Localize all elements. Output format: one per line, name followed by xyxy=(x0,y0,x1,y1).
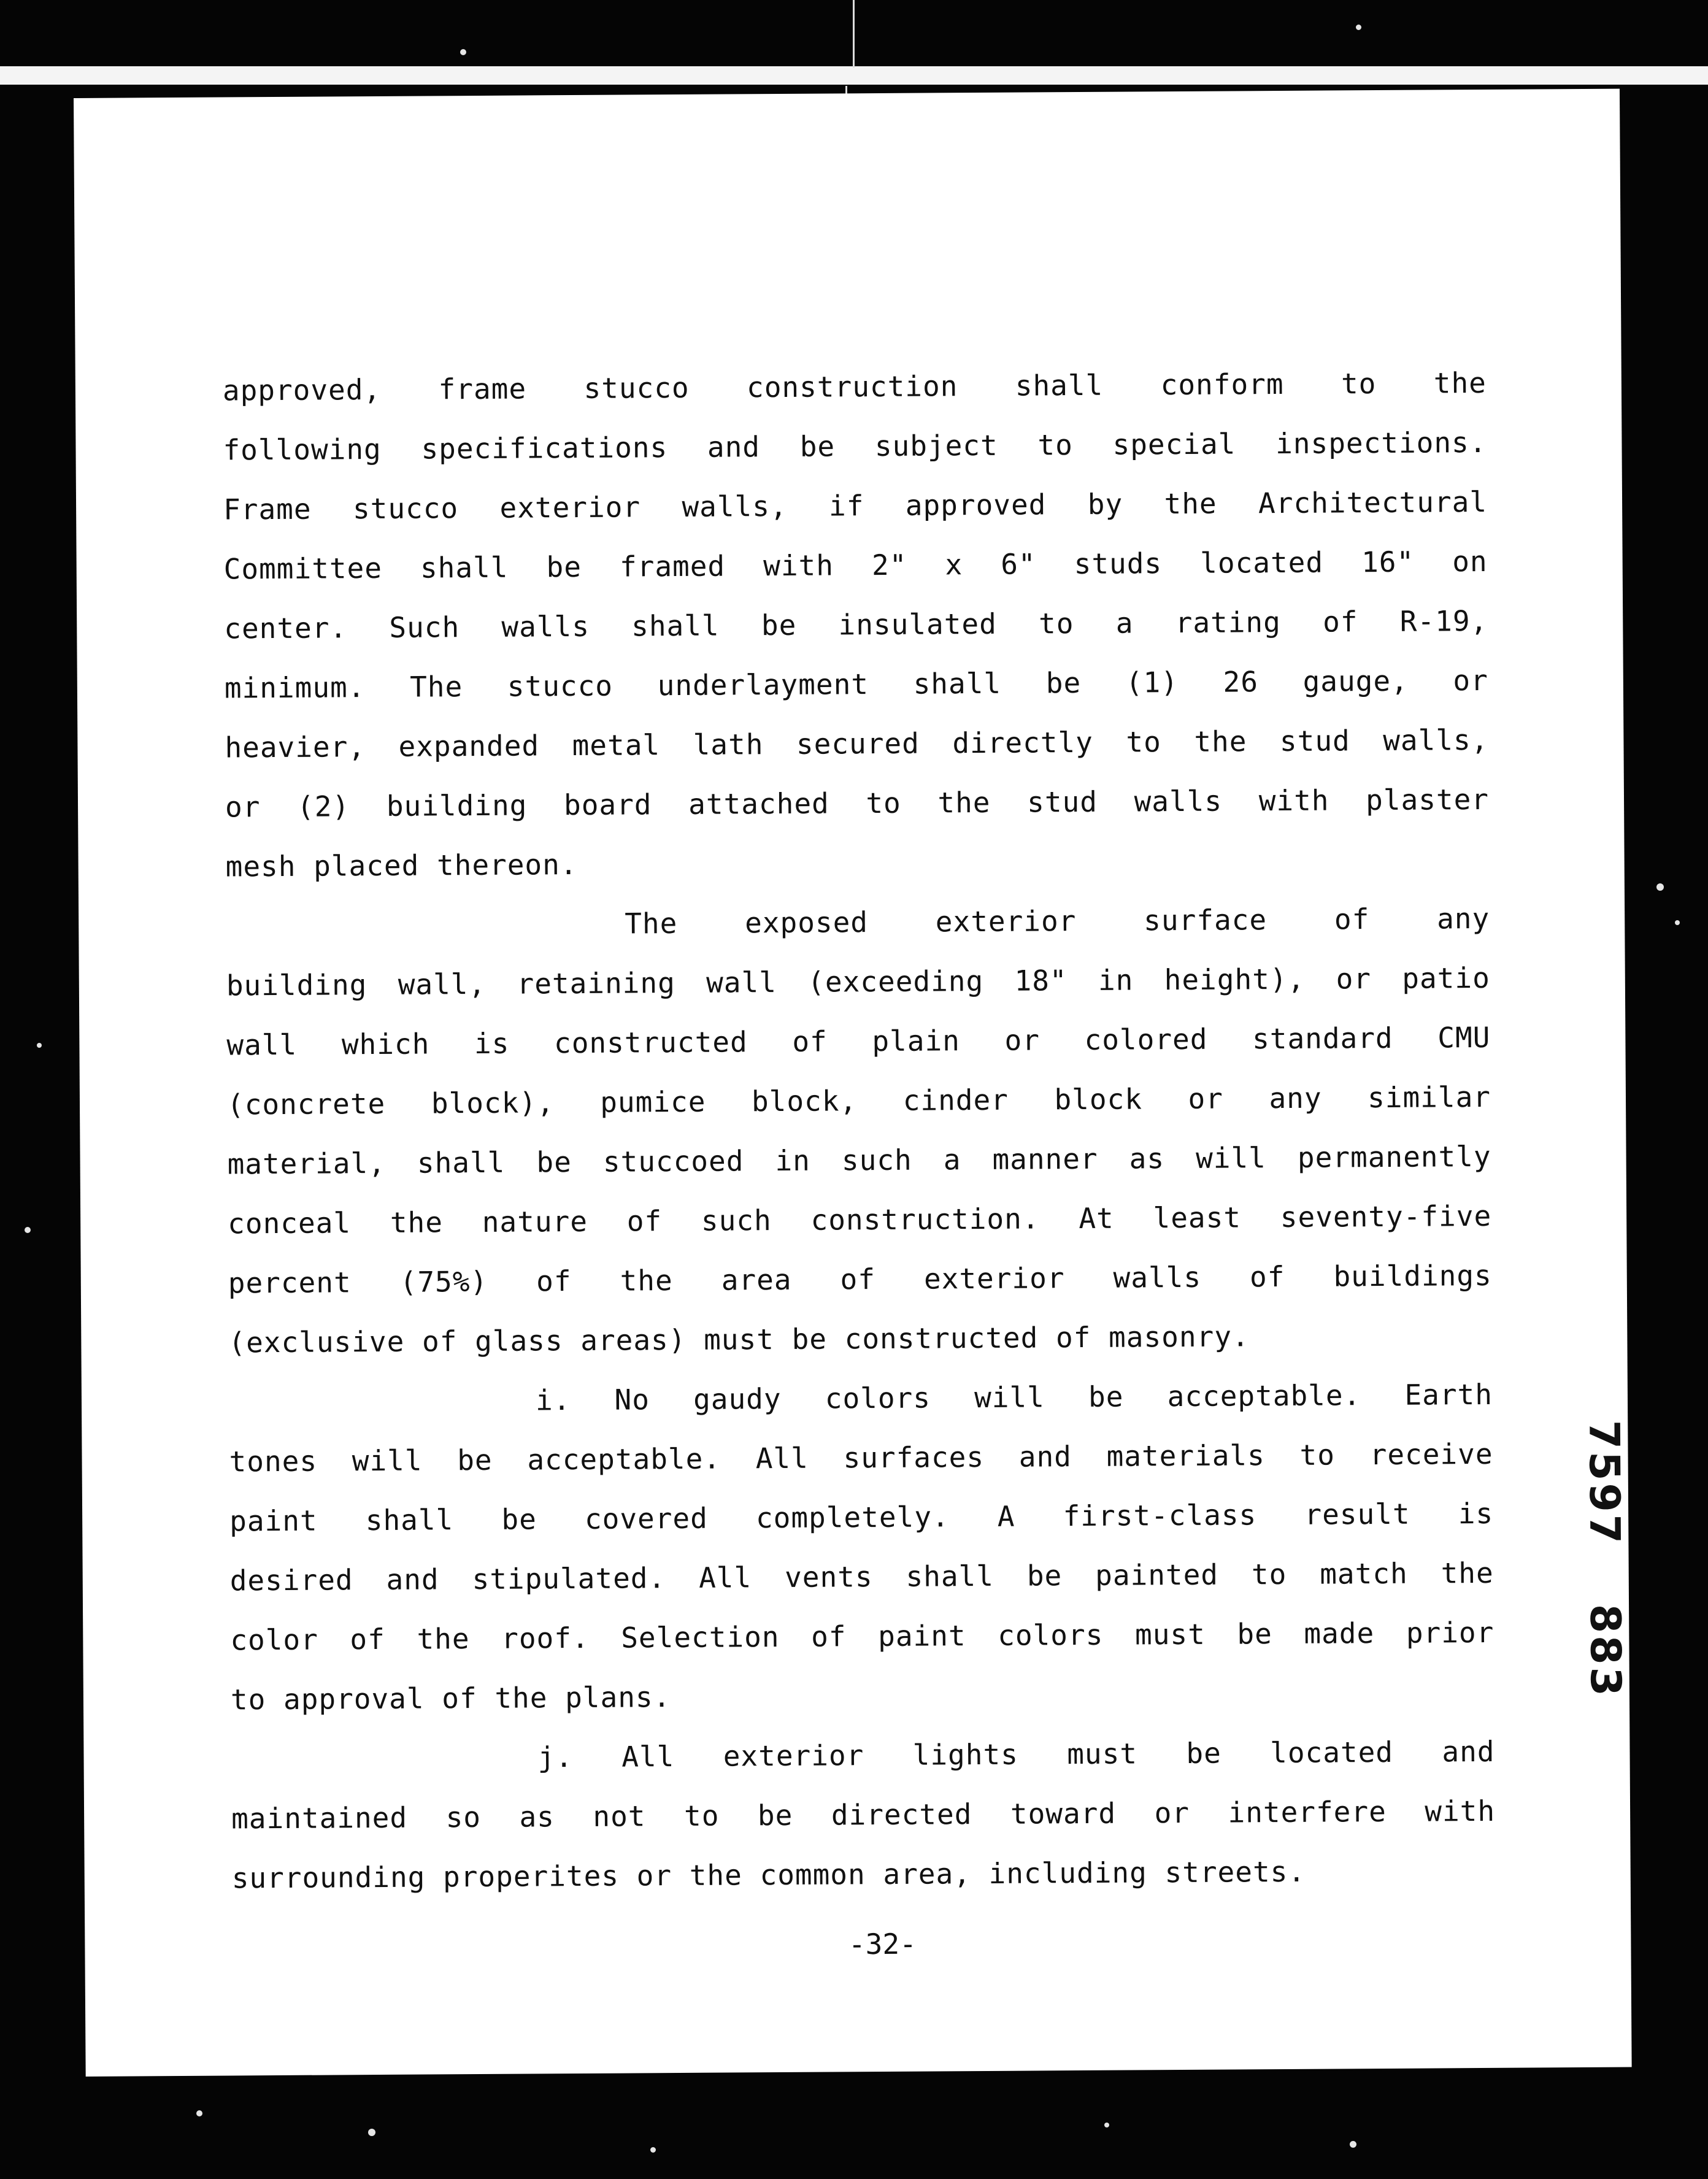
text-line: wall which is constructed of plain or colored standard CMU xyxy=(226,1020,1491,1062)
text-line: i. No gaudy colors will be acceptable. Earth xyxy=(535,1377,1493,1417)
text-line: approved, frame stucco construction shall conform to the xyxy=(222,366,1487,407)
text-line: mesh placed thereon. xyxy=(225,848,578,883)
text-line: paint shall be covered completely. A first-class result is xyxy=(229,1496,1494,1538)
text-line: to approval of the plans. xyxy=(230,1680,671,1716)
text-line: heavier, expanded metal lath secured directly to the stud walls, xyxy=(225,723,1489,764)
document-body xyxy=(223,353,1496,1908)
scan-speck xyxy=(460,49,466,55)
book-page-stamp xyxy=(1548,1407,1672,1739)
text-line: desired and stipulated. All vents shall be painted to match the xyxy=(229,1556,1494,1597)
text-line: j. All exterior lights must be located and xyxy=(537,1734,1495,1774)
book-number: 7597 xyxy=(1579,1420,1629,1547)
text-line: maintained so as not to be directed toward or interfere with xyxy=(231,1794,1496,1835)
text-line: (concrete block), pumice block, cinder block or any similar xyxy=(226,1080,1491,1121)
text-line: following specifications and be subject to special inspections. xyxy=(223,425,1487,467)
page-number: -32- xyxy=(848,1927,917,1961)
text-line: tones will be acceptable. All surfaces and materials to receive xyxy=(229,1437,1493,1478)
paper-sheet xyxy=(74,89,1632,2077)
text-line: surrounding properites or the common area, including streets. xyxy=(231,1854,1306,1895)
scan-speck xyxy=(1656,883,1664,891)
text-line: Frame stucco exterior walls, if approved by the Architectural xyxy=(223,485,1488,526)
book-page-number: 883 xyxy=(1580,1604,1629,1699)
text-line: center. Such walls shall be insulated to a rating of R-19, xyxy=(224,604,1488,645)
text-line: The exposed exterior surface of any xyxy=(625,901,1490,940)
text-line: or (2) building board attached to the stud walls with plaster xyxy=(225,782,1490,824)
text-line: minimum. The stucco underlayment shall be (1) 26 gauge, or xyxy=(224,663,1489,705)
text-line: Committee shall be framed with 2" x 6" studs located 16" on xyxy=(223,544,1488,586)
scan-speck xyxy=(650,2147,656,2153)
text-line: material, shall be stuccoed in such a manner as will permanently xyxy=(227,1139,1491,1181)
scan-speck xyxy=(1350,2141,1356,2148)
text-line: conceal the nature of such construction. At least seventy-five xyxy=(228,1199,1492,1240)
text-line: building wall, retaining wall (exceeding 18" in height), or patio xyxy=(226,961,1490,1002)
scan-artifact-line xyxy=(853,0,855,67)
text-line: percent (75%) of the area of exterior walls of buildings xyxy=(228,1258,1492,1300)
scan-speck xyxy=(37,1043,42,1048)
scan-speck xyxy=(1675,920,1680,925)
scan-top-band xyxy=(0,66,1708,85)
scan-speck xyxy=(25,1227,31,1233)
scan-speck xyxy=(1356,25,1361,30)
scan-speck xyxy=(1104,2123,1109,2127)
scan-speck xyxy=(368,2129,375,2136)
text-line: (exclusive of glass areas) must be constructed of masonry. xyxy=(228,1320,1250,1359)
text-line: color of the roof. Selection of paint colors must be made prior xyxy=(230,1615,1494,1657)
scan-speck xyxy=(196,2110,202,2116)
